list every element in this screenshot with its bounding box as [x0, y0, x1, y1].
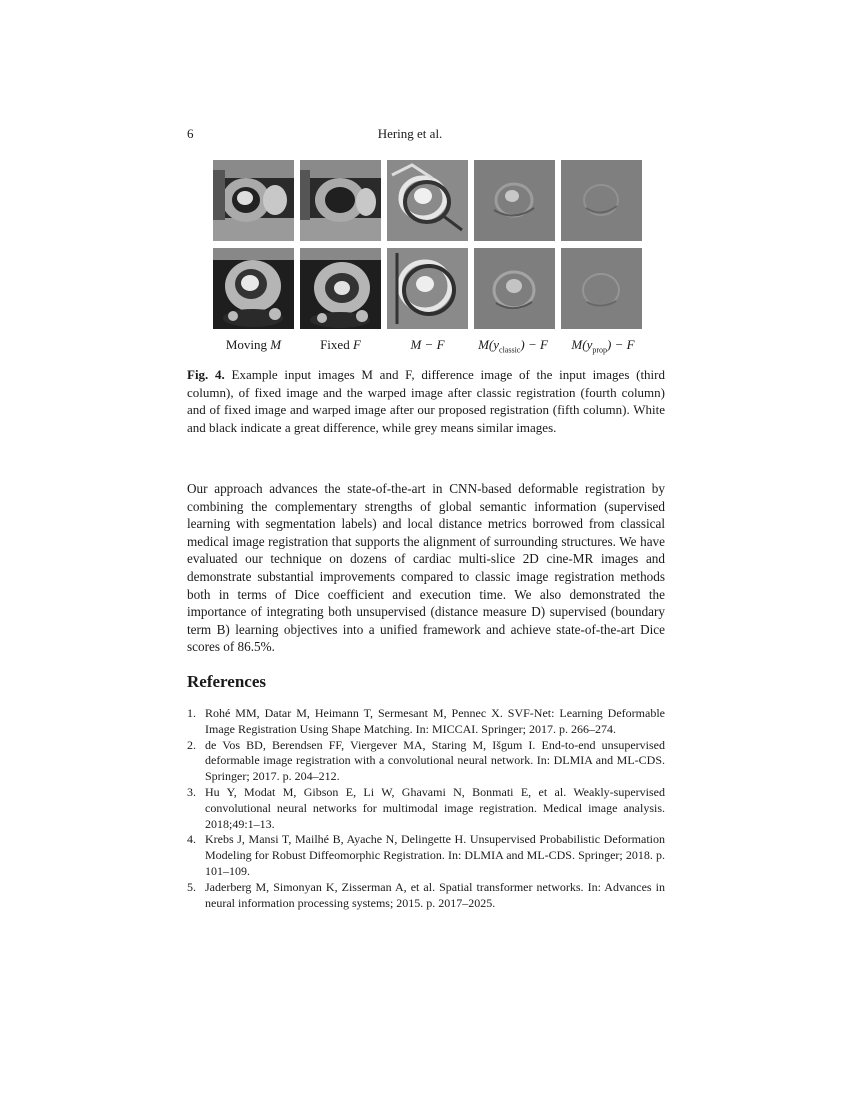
reference-item: 4. Krebs J, Mansi T, Mailhé B, Ayache N, Delingette H. Unsupervised Probabilistic Deformation Modeling for Robust Diffeomorphic Registration. In: DLMIA and ML-CDS. Springer; 2018. p. 101–109. — [187, 832, 665, 878]
diff-proposed-1-image — [561, 160, 642, 241]
reference-item: 3. Hu Y, Modat M, Gibson E, Li W, Ghavami N, Bonmati E, et al. Weakly-supervised convolutional neural networks for multimodal image registration. Medical image analysis. 2018;49:1–13. — [187, 784, 665, 831]
running-head: Hering et al. — [377, 126, 443, 141]
column-label-classic-difference: $M(y_{classic}) - F$ — [478, 337, 548, 355]
diff-input-1-image — [387, 160, 468, 241]
caption-text: Example input images M and F, difference image of the input images (third column), of fixed image and the warped image after classic registration (fourth column) and of fixed image and warped image after our proposed registration (fifth column). White and black indicate a great difference, while grey means similar images. — [187, 367, 665, 435]
fixed-slice-2-image — [300, 248, 381, 329]
page-number: 6 — [187, 126, 194, 141]
figure-4-grid — [213, 160, 643, 332]
conclusion-paragraph: Our approach advances the state-of-the-art in CNN-based deformable registration by combining the complementary strengths of global semantic information (supervised learning with segmentation labels) and local distance metrics borrowed from classical medical image registration that supports the alignment of surrounding structures. We have evaluated our technique on dozens of cardiac multi-slice 2D cine-MR images and demonstrate substantial improvements compared to classic image registration methods both in terms of Dice coefficient and execution time. We also demonstrated the importance of integrating both unsupervised (distance measure D) supervised (boundary term B) learning objectives into a unified framework and achieve state-of-the-art Dice scores of 86.5%. — [187, 481, 665, 655]
references-heading: References — [187, 672, 266, 691]
reference-item: 2. de Vos BD, Berendsen FF, Viergever MA, Staring M, Išgum I. End-to-end unsupervised deformable image registration with a convolutional neural network. In: DLMIA and ML-CDS. Springer; 2017. p. 204–212. — [187, 737, 665, 784]
reference-item: 1. Rohé MM, Datar M, Heimann T, Sermesant M, Pennec X. SVF-Net: Learning Deformable Image Registration Using Shape Matching. In: MICCAI. Springer; 2017. p. 266–274. — [187, 706, 665, 736]
reference-item: 5. Jaderberg M, Simonyan K, Zisserman A, et al. Spatial transformer networks. In: Advances in neural information processing systems; 2015. p. 2017–2025. — [187, 879, 665, 910]
moving-slice-2-image — [213, 248, 294, 329]
column-label-fixed: Fixed F — [320, 337, 361, 352]
column-label-input-difference: M − F — [410, 337, 445, 352]
column-label-proposed-difference: $M(y_{prop}) - F$ — [571, 337, 635, 355]
caption-label: Fig. 4. — [187, 367, 225, 382]
fixed-slice-1-image — [300, 160, 381, 241]
reference-list — [187, 706, 665, 911]
diff-input-2-image — [387, 248, 468, 329]
diff-proposed-2-image — [561, 248, 642, 329]
moving-slice-1-image — [213, 160, 294, 241]
diff-classic-2-image — [474, 248, 555, 329]
figure-caption — [187, 366, 665, 436]
diff-classic-1-image — [474, 160, 555, 241]
column-label-moving: Moving M — [225, 337, 282, 352]
